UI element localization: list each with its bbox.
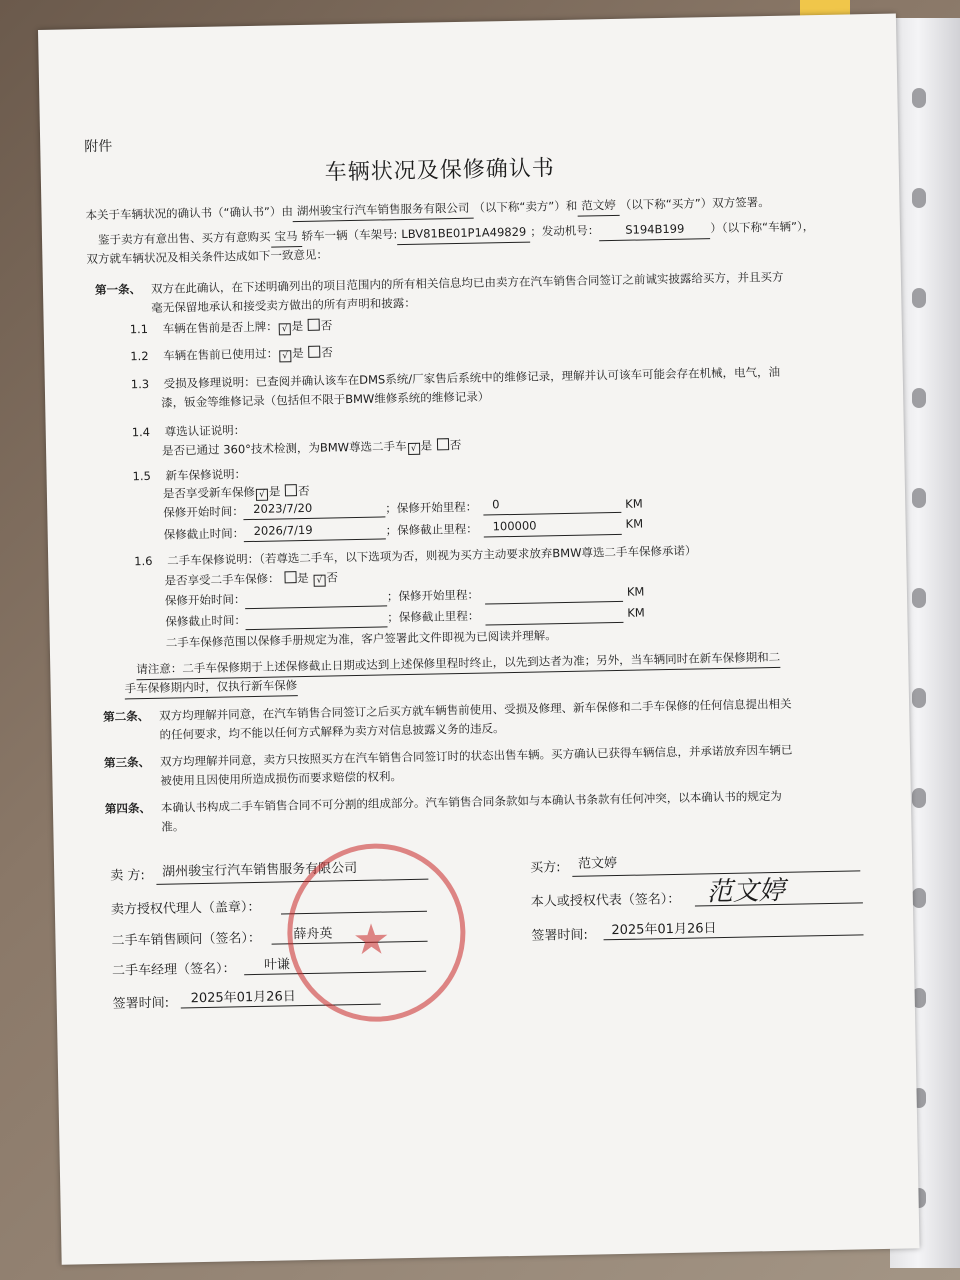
intro-line-1: 本关于车辆状况的确认书（“确认书”）由 湖州骏宝行汽车销售服务有限公司 （以下称“卖方”）和 范文婷 （以下称“买方”）双方签署。 xyxy=(85,194,770,223)
checkbox-1-4-yes[interactable]: √ xyxy=(408,443,420,455)
item-1-3: 1.3 受损及修理说明：已查阅并确认该车在DMS系统/厂家售后系统中的维修记录，理解并认可该车可能会存在机械，电气，油 xyxy=(130,364,781,392)
manager-name: 叶谦 xyxy=(263,957,291,973)
line-used-start-km xyxy=(485,601,623,605)
item-1-6-line-2: 是否享受二手车保修： 是 √ 否 xyxy=(164,570,339,588)
item-1-1: 1.1 车辆在售前是否上牌： √ 是 否 xyxy=(129,318,333,337)
checkbox-1-1-no[interactable] xyxy=(308,319,320,331)
consultant-name: 薛舟英 xyxy=(293,926,333,943)
checkbox-1-6-no[interactable]: √ xyxy=(313,575,325,587)
buyer-sign-name: 范文婷 xyxy=(577,856,618,872)
article-1-line-1: 双方在此确认，在下述明确列出的项目范围内的所有相关信息均已由卖方在汽车销售合同签订之前诚实披露给买方，并且买方 xyxy=(150,269,784,296)
item-1-4: 1.4 尊选认证说明： xyxy=(131,423,246,440)
seller-sign-name: 湖州骏宝行汽车销售服务有限公司 xyxy=(162,861,358,880)
checkbox-1-1-yes[interactable]: √ xyxy=(279,323,291,335)
article-3-line-2: 被使用且因使用所造成损伤而要求赔偿的权利。 xyxy=(160,769,403,788)
new-warranty-end-label: 保修截止时间： xyxy=(163,526,245,542)
new-warranty-end-km-value: 100000 xyxy=(492,518,537,534)
article-3-label: 第三条、 xyxy=(103,754,151,770)
used-warranty-end-label: 保修截止时间： xyxy=(165,613,247,629)
article-1-label: 第一条、 xyxy=(94,282,142,297)
line-used-end-km xyxy=(485,622,623,626)
article-3-line-1: 双方均理解并同意，卖方只按照买方在汽车销售合同签订时的状态出售车辆。买方确认已获得车辆信息，并承诺放弃因车辆已 xyxy=(159,742,793,769)
used-warranty-end-km-label: ；保修截止里程： xyxy=(387,608,480,625)
item-1-5: 1.5 新车保修说明： xyxy=(132,467,247,484)
new-warranty-start-km-value: 0 xyxy=(492,497,500,512)
buyer-sign-label: 买方: xyxy=(530,860,561,876)
checkbox-1-5-yes[interactable]: √ xyxy=(256,489,268,501)
intro-line-2: 鉴于卖方有意出售、买方有意购买 宝马 轿车一辆（车架号: LBV81BE01P1A49829 ；发动机号： S194B199 ）（以下称“车辆”）， xyxy=(97,219,815,247)
km-unit-2: KM xyxy=(625,516,644,531)
line-used-end-date xyxy=(246,626,388,630)
new-warranty-end-value: 2026/7/19 xyxy=(253,522,313,538)
article-4-line-2: 准。 xyxy=(161,819,185,834)
item-1-3-line-2: 漆，钣金等维修记录（包括但不限于BMW维修系统的维修记录） xyxy=(161,389,490,410)
km-unit-3: KM xyxy=(626,584,645,599)
agent-label: 卖方授权代理人（盖章）： xyxy=(110,899,261,918)
item-1-2: 1.2 车辆在售前已使用过： √ 是 否 xyxy=(130,345,333,364)
new-warranty-start-value: 2023/7/20 xyxy=(253,500,313,516)
company-seal xyxy=(286,842,467,1023)
article-2-line-2: 的任何要求，均不能以任何方式解释为卖方对信息披露义务的违反。 xyxy=(159,721,505,742)
engine-number: S194B199 xyxy=(599,220,710,241)
km-unit-4: KM xyxy=(627,605,645,620)
item-1-4-line-2: 是否已通过 360°技术检测，为BMW尊选二手车 √ 是 否 xyxy=(161,437,462,458)
used-warranty-start-label: 保修开始时间： xyxy=(164,592,246,608)
item-1-6: 1.6 二手车保修说明：（若尊选二手车，以下选项为否，则视为买方主动要求放弃BMW尊选二手车保修承诺） xyxy=(134,543,697,569)
document-page xyxy=(38,14,920,1265)
vin: LBV81BE01P1A49829 xyxy=(397,224,530,245)
notice-line-1: 请注意：二手车保修期于上述保修截止日期或达到上述保修里程时终止，以先到达者为准；另外，当车辆同时在新车保修期和二 xyxy=(136,649,780,680)
new-warranty-start-label: 保修开始时间： xyxy=(163,504,244,520)
seller-date-label: 签署时间: xyxy=(112,995,170,1012)
checkbox-1-5-no[interactable] xyxy=(285,484,297,496)
consultant-label: 二手车销售顾问（签名）： xyxy=(111,930,262,949)
rep-label: 本人或授权代表（签名）： xyxy=(530,891,681,910)
checkbox-1-4-no[interactable] xyxy=(437,438,449,450)
item-1-5-line-2: 是否享受新车保修 √ 是 否 xyxy=(162,483,310,501)
line-start-km xyxy=(483,512,621,516)
intro-line-3: 双方就车辆状况及相关条件达成如下一致意见： xyxy=(86,247,328,267)
line-used-start-date xyxy=(245,605,387,609)
used-warranty-start-km-label: ；保修开始里程： xyxy=(386,587,480,604)
article-4-line-1: 本确认书构成二手车销售合同不可分割的组成部分。汽车销售合同条款如与本确认书条款有任何冲突，以本确认书的规定为 xyxy=(160,788,782,815)
page-title: 车辆状况及保修确认书 xyxy=(324,156,556,186)
new-warranty-end-km-label: ；保修截止里程： xyxy=(385,521,478,538)
buyer-date: 2025年01月26日 xyxy=(611,921,717,939)
attachment-label: 附件 xyxy=(84,138,113,156)
new-warranty-start-km-label: ；保修开始里程： xyxy=(385,499,478,516)
buyer-date-label: 签署时间: xyxy=(531,927,589,944)
article-4-label: 第四条、 xyxy=(104,800,152,816)
seller-name: 湖州骏宝行汽车销售服务有限公司 xyxy=(293,200,474,222)
checkbox-1-6-yes[interactable] xyxy=(284,571,296,583)
handwritten-signature: 范文婷 xyxy=(706,875,785,908)
manager-label: 二手车经理（签名）： xyxy=(111,961,236,979)
brand: 宝马 xyxy=(270,228,301,247)
checkbox-1-2-no[interactable] xyxy=(308,346,320,358)
km-unit-1: KM xyxy=(625,496,643,511)
star-icon: ★ xyxy=(352,914,391,965)
article-1-line-2: 毫无保留地承认和接受卖方做出的所有声明和披露： xyxy=(151,295,416,315)
used-warranty-scope: 二手车保修范围以保修手册规定为准，客户签署此文件即视为已阅读并理解。 xyxy=(165,628,557,650)
notice-line-2: 手车保修期内时，仅执行新车保修 xyxy=(125,677,298,699)
seller-sign-label: 卖 方: xyxy=(110,868,145,884)
buyer-name: 范文婷 xyxy=(577,197,620,217)
seller-date: 2025年01月26日 xyxy=(190,989,296,1007)
article-2-line-1: 双方均理解并同意，在汽车销售合同签订之后买方就车辆售前使用、受损及修理、新车保修和二手车保修的任何信息提出相关 xyxy=(159,696,792,723)
article-2-label: 第二条、 xyxy=(103,708,150,724)
checkbox-1-2-yes[interactable]: √ xyxy=(279,350,291,362)
